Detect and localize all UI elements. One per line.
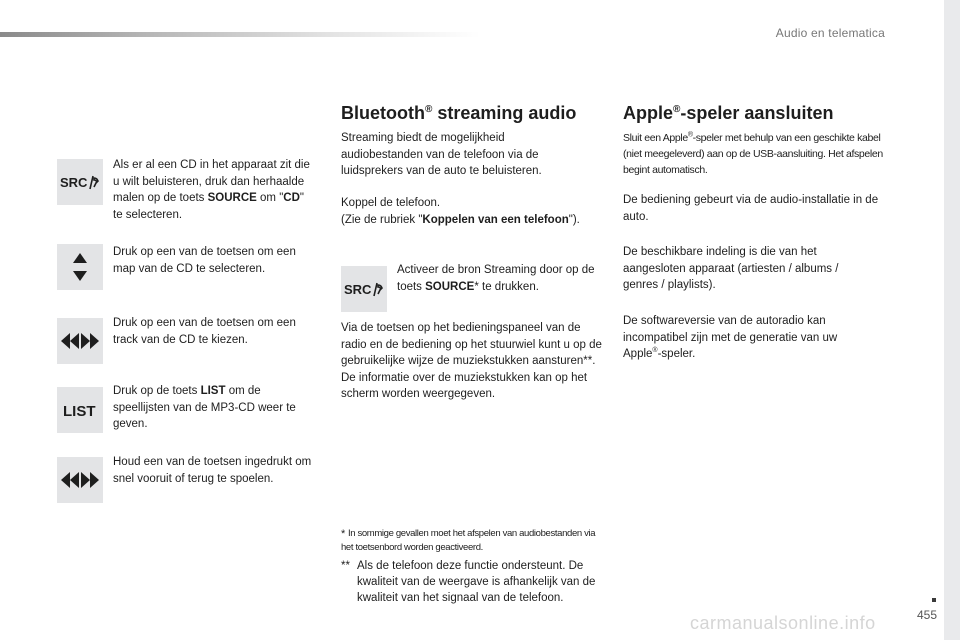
layout-text: De beschikbare indeling is die van het aangesloten apparaat (artiesten / albums / genres / playlists). bbox=[623, 246, 839, 291]
fast-forward-text: Houd een van de toetsen ingedrukt om snel vooruit of terug te spoelen. bbox=[113, 456, 312, 485]
watermark: carmanualsonline.info bbox=[690, 613, 876, 633]
streaming-intro: Streaming biedt de mogelijkheid audiobestanden van de telefoon via de luidsprekers van de auto te beluisteren. bbox=[341, 132, 542, 177]
folder-select-text: Druk op een van de toetsen om een map van de CD te selecteren. bbox=[113, 246, 296, 275]
track-select-text: Druk op een van de toetsen om een track van de CD te kiezen. bbox=[113, 317, 296, 346]
steering-controls-text: Via de toetsen op het bedieningspaneel van de radio en de bediening op het stuurwiel kunt u op de gebruikelijke wijze de muziekstukken aansturen**. De informatie over de muziekstukken kan op het scherm worden weergegeven. bbox=[341, 322, 602, 400]
footnote-double-star: ** Als de telefoon deze functie ondersteunt. De kwaliteit van de weergave is afhankelijk van de kwaliteit van het signaal van de telefoon. bbox=[341, 560, 596, 604]
up-down-arrows-icon bbox=[57, 244, 103, 290]
pair-phone-text: Koppel de telefoon. (Zie de rubriek "Koppelen van een telefoon"). bbox=[341, 197, 580, 226]
section-title: Audio en telematica bbox=[775, 26, 885, 40]
list-key-text: Druk op de toets LIST om de speellijsten van de MP3-CD weer te geven. bbox=[113, 385, 296, 430]
svg-text:SRC: SRC bbox=[344, 282, 372, 297]
skip-arrows-icon bbox=[57, 318, 103, 364]
software-version-text: De softwareversie van de autoradio kan incompatibel zijn met de generatie van uw Apple®-speler. bbox=[623, 315, 838, 360]
svg-text:SRC: SRC bbox=[60, 175, 88, 190]
list-icon-label: LIST bbox=[63, 403, 96, 419]
cd-source-text: Als er al een CD in het apparaat zit die u wilt beluisteren, druk dan herhaalde malen op de toets SOURCE om "CD" te selecteren. bbox=[113, 159, 310, 221]
activate-streaming-text: Activeer de bron Streaming door op de toets SOURCE* te drukken. bbox=[397, 264, 595, 293]
apple-connect-text: Sluit een Apple®-speler met behulp van een geschikte kabel (niet meegeleverd) aan op de USB-aansluiting. Het afspelen begint automatisch. bbox=[623, 131, 883, 176]
src-phone-icon bbox=[57, 159, 103, 205]
footnote-single-star: * In sommige gevallen moet het afspelen van audiobestanden via het toetsenbord worden geactiveerd. bbox=[341, 528, 596, 553]
apple-heading: Apple®-speler aansluiten bbox=[623, 103, 834, 123]
list-button-icon bbox=[57, 387, 103, 433]
page-edge-strip bbox=[944, 0, 960, 640]
src-phone-icon bbox=[341, 266, 387, 312]
page-number: 455 bbox=[916, 608, 937, 622]
skip-arrows-icon bbox=[57, 457, 103, 503]
page-marker bbox=[932, 598, 936, 602]
header-gradient-bar bbox=[0, 32, 480, 37]
bluetooth-heading: Bluetooth® streaming audio bbox=[341, 103, 577, 123]
controls-text: De bediening gebeurt via de audio-installatie in de auto. bbox=[623, 194, 879, 223]
